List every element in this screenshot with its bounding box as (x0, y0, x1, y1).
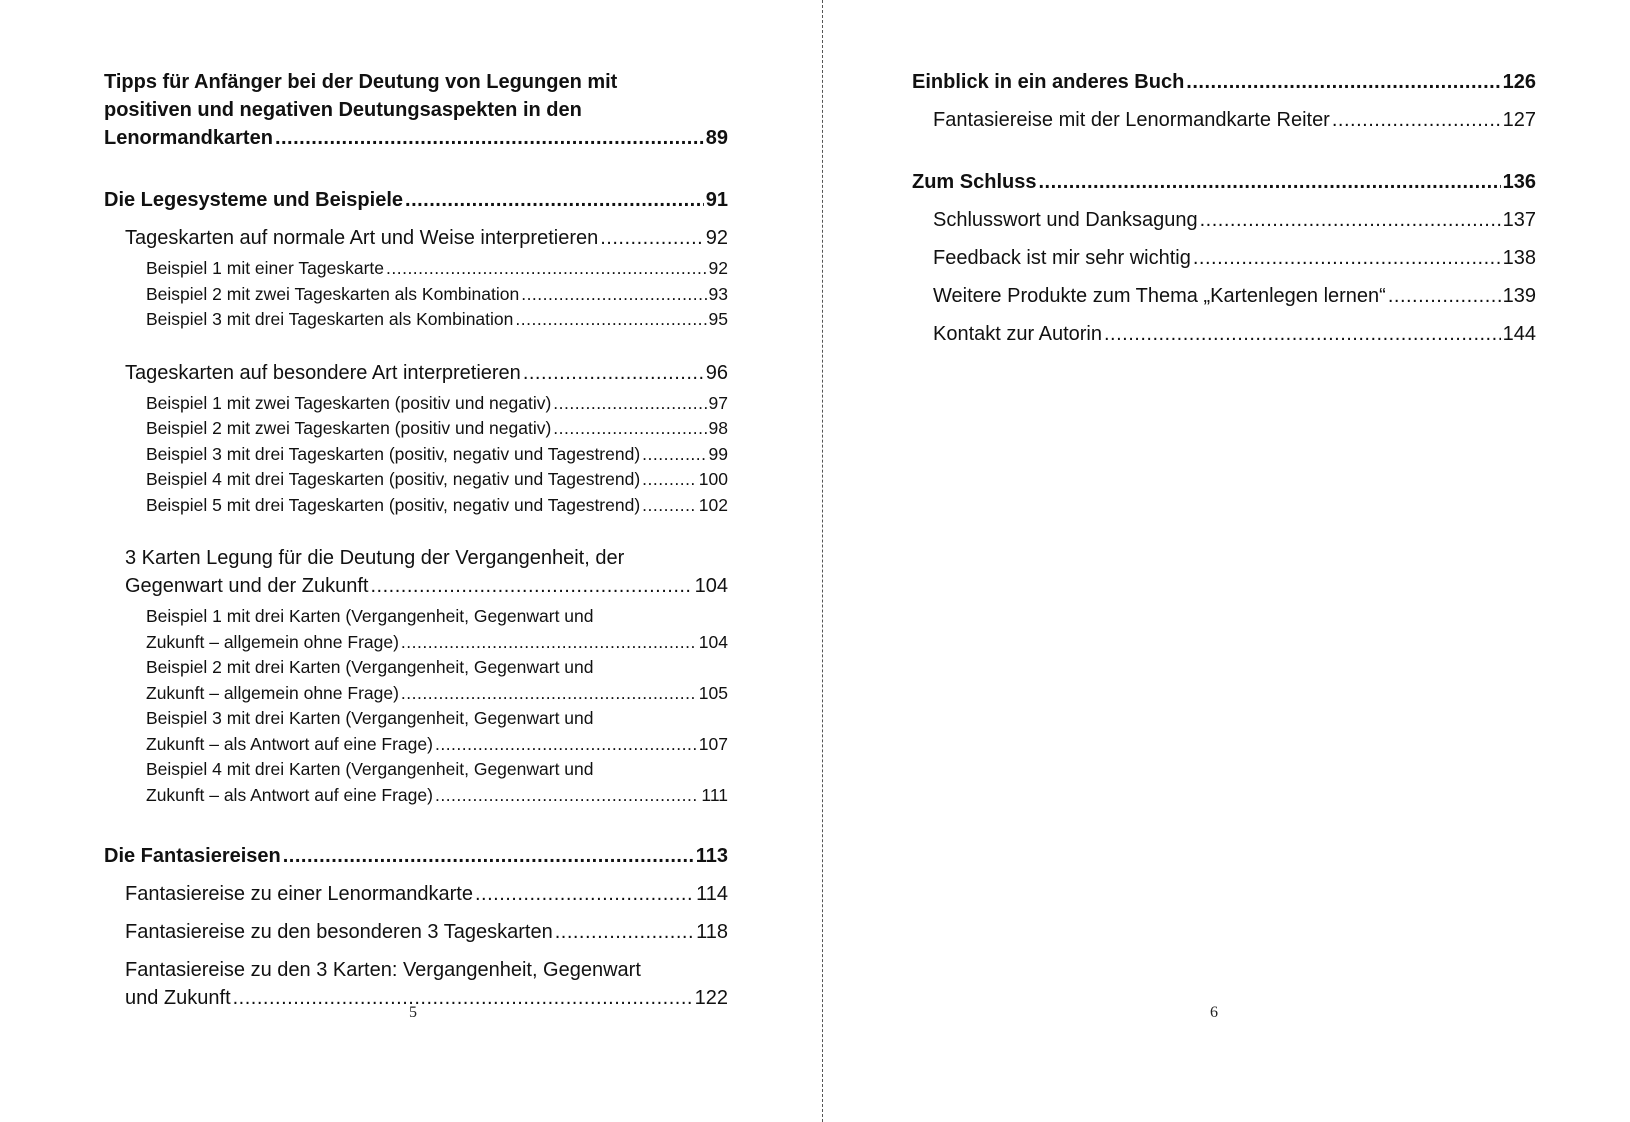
toc-entry-schlusswort[interactable] (912, 206, 1536, 234)
toc-page-number: 114 (696, 883, 728, 905)
toc-entry-weitere-produkte[interactable] (912, 282, 1536, 310)
dot-leader (1388, 282, 1501, 310)
dot-leader (521, 282, 706, 308)
dot-leader (370, 572, 692, 600)
dot-leader (475, 880, 694, 908)
dot-leader (642, 467, 697, 493)
dot-leader (405, 186, 704, 214)
toc-entry-3-karten-legung[interactable] (104, 544, 728, 600)
toc-page-number: 136 (1502, 171, 1536, 193)
dot-leader (435, 732, 697, 758)
toc-entry-title: Die Fantasiereisen (104, 845, 281, 867)
dot-leader (1200, 206, 1501, 234)
toc-entry-title: Feedback ist mir sehr wichtig (933, 247, 1191, 269)
toc-entry-beispiel[interactable] (104, 256, 728, 282)
toc-page-number: 89 (705, 127, 728, 149)
dot-leader (1332, 106, 1501, 134)
toc-entry-beispiel[interactable] (104, 493, 728, 519)
toc-page-number: 98 (708, 418, 728, 438)
toc-page-number: 111 (701, 784, 728, 805)
toc-entry-feedback[interactable] (912, 244, 1536, 272)
toc-page-number: 104 (698, 631, 728, 652)
toc-entry-title: Beispiel 3 mit drei Tageskarten (positiv, negativ und Tagestrend) (146, 443, 641, 464)
page-number-left: 5 (409, 1004, 417, 1021)
dot-leader (515, 307, 706, 333)
toc-page-number: 107 (698, 733, 728, 754)
toc-entry-einblick[interactable] (912, 68, 1536, 96)
toc-entry-line: Fantasiereise zu den 3 Karten: Vergangenheit, Gegenwart (125, 959, 641, 981)
toc-entry-title: Zukunft – als Antwort auf eine Frage) (146, 733, 433, 754)
toc-page-number: 102 (698, 494, 728, 515)
dot-leader (1186, 68, 1500, 96)
toc-page-number: 104 (694, 575, 728, 597)
dot-leader (642, 493, 697, 519)
toc-entry-title: Beispiel 2 mit zwei Tageskarten als Kombination (146, 283, 520, 304)
toc-entry-title: Beispiel 1 mit zwei Tageskarten (positiv und negativ) (146, 392, 552, 413)
toc-entry-beispiel[interactable] (104, 307, 728, 333)
toc-entry-fantasiereise[interactable] (104, 880, 728, 908)
toc-entry-line: positiven und negativen Deutungsaspekten in den (104, 99, 582, 121)
toc-page-number: 93 (708, 283, 728, 304)
toc-entry-kontakt[interactable] (912, 320, 1536, 348)
toc-page-number: 91 (705, 189, 728, 211)
dot-leader (642, 442, 706, 468)
toc-entry-beispiel[interactable] (104, 706, 728, 757)
toc-page-number: 126 (1502, 71, 1536, 93)
toc-entry-title: Zum Schluss (912, 171, 1037, 193)
toc-entry-beispiel[interactable] (104, 655, 728, 706)
toc-entry-fantasiereise[interactable] (104, 918, 728, 946)
toc-entry-tageskarten-normal[interactable] (104, 224, 728, 252)
dot-leader (283, 842, 694, 870)
toc-page-number: 122 (694, 987, 728, 1009)
toc-page-number: 92 (708, 258, 728, 278)
toc-page-number: 97 (708, 392, 728, 413)
toc-entry-title: Kontakt zur Autorin (933, 323, 1102, 345)
dot-leader (1104, 320, 1501, 348)
dot-leader (1038, 168, 1500, 196)
toc-page-number: 113 (695, 845, 728, 867)
dot-leader (435, 783, 699, 809)
dot-leader (523, 359, 704, 387)
toc-entry-zum-schluss[interactable] (912, 168, 1536, 196)
toc-entry-tageskarten-besonders[interactable] (104, 359, 728, 387)
toc-entry-beispiel[interactable] (104, 757, 728, 808)
toc-entry-title: Tageskarten auf normale Art und Weise interpretieren (125, 227, 599, 249)
toc-entry-title: Zukunft – allgemein ohne Frage) (146, 682, 399, 703)
toc-entry-title: Beispiel 1 mit einer Tageskarte (146, 258, 384, 278)
toc-entry-title: Weitere Produkte zum Thema „Kartenlegen lernen“ (933, 285, 1386, 307)
toc-page-number: 139 (1502, 285, 1536, 307)
toc-entry-legesysteme[interactable] (104, 186, 728, 214)
toc-entry-line: 3 Karten Legung für die Deutung der Vergangenheit, der (125, 547, 625, 569)
dot-leader (401, 681, 697, 707)
toc-entry-fantasiereisen[interactable] (104, 842, 728, 870)
dot-leader (600, 224, 704, 252)
toc-left (104, 68, 728, 1012)
toc-right (912, 68, 1536, 348)
right-page (816, 0, 1630, 1122)
toc-entry-title: Zukunft – allgemein ohne Frage) (146, 631, 399, 652)
toc-page-number: 137 (1502, 209, 1536, 231)
toc-page-number: 92 (705, 227, 728, 249)
toc-entry-tipps[interactable] (104, 68, 728, 152)
toc-entry-title: Beispiel 3 mit drei Tageskarten als Kombination (146, 309, 514, 329)
toc-page-number: 138 (1502, 247, 1536, 269)
toc-entry-fantasiereise-reiter[interactable] (912, 106, 1536, 134)
toc-page-number: 100 (698, 469, 728, 489)
toc-page-number: 127 (1502, 109, 1536, 131)
toc-entry-title: Einblick in ein anderes Buch (912, 71, 1185, 93)
dot-leader (555, 918, 694, 946)
toc-entry-title: Beispiel 5 mit drei Tageskarten (positiv, negativ und Tagestrend) (146, 494, 641, 515)
dot-leader (553, 391, 706, 417)
toc-entry-title: Lenormandkarten (104, 127, 273, 149)
toc-entry-beispiel[interactable] (104, 416, 728, 442)
toc-entry-title: und Zukunft (125, 987, 231, 1009)
toc-page-number: 105 (698, 682, 728, 703)
toc-entry-line: Beispiel 4 mit drei Karten (Vergangenheit, Gegenwart und (146, 759, 594, 779)
toc-entry-line: Beispiel 2 mit drei Karten (Vergangenheit, Gegenwart und (146, 657, 594, 677)
toc-entry-beispiel[interactable] (104, 282, 728, 308)
toc-entry-title: Fantasiereise zu den besonderen 3 Tageskarten (125, 921, 553, 943)
toc-entry-beispiel[interactable] (104, 604, 728, 655)
toc-entry-title: Gegenwart und der Zukunft (125, 575, 369, 597)
toc-entry-line: Beispiel 1 mit drei Karten (Vergangenheit, Gegenwart und (146, 606, 594, 626)
toc-entry-line: Tipps für Anfänger bei der Deutung von Legungen mit (104, 71, 618, 93)
toc-page-number: 96 (705, 361, 728, 384)
dot-leader (553, 416, 706, 442)
toc-entry-title: Tageskarten auf besondere Art interpretieren (125, 361, 521, 384)
toc-entry-beispiel[interactable] (104, 391, 728, 417)
toc-page-number: 95 (708, 309, 728, 329)
page-number-right: 6 (1210, 1004, 1218, 1021)
toc-entry-beispiel[interactable] (104, 442, 728, 468)
toc-page-number: 144 (1502, 323, 1536, 345)
toc-page-number: 118 (696, 921, 728, 943)
toc-entry-title: Die Legesysteme und Beispiele (104, 189, 404, 211)
dot-leader (401, 630, 697, 656)
toc-entry-beispiel[interactable] (104, 467, 728, 493)
dot-leader (275, 124, 704, 152)
toc-entry-title: Schlusswort und Danksagung (933, 209, 1198, 231)
toc-page-number: 99 (708, 443, 728, 464)
dot-leader (1193, 244, 1501, 272)
toc-entry-title: Beispiel 4 mit drei Tageskarten (positiv, negativ und Tagestrend) (146, 469, 641, 489)
dot-leader (386, 256, 707, 282)
toc-entry-title: Fantasiereise mit der Lenormandkarte Reiter (933, 109, 1330, 131)
toc-entry-title: Zukunft – als Antwort auf eine Frage) (146, 784, 433, 805)
toc-entry-title: Fantasiereise zu einer Lenormandkarte (125, 883, 473, 905)
toc-entry-line: Beispiel 3 mit drei Karten (Vergangenheit, Gegenwart und (146, 708, 594, 728)
toc-entry-title: Beispiel 2 mit zwei Tageskarten (positiv und negativ) (146, 418, 552, 438)
dot-leader (233, 984, 693, 1012)
